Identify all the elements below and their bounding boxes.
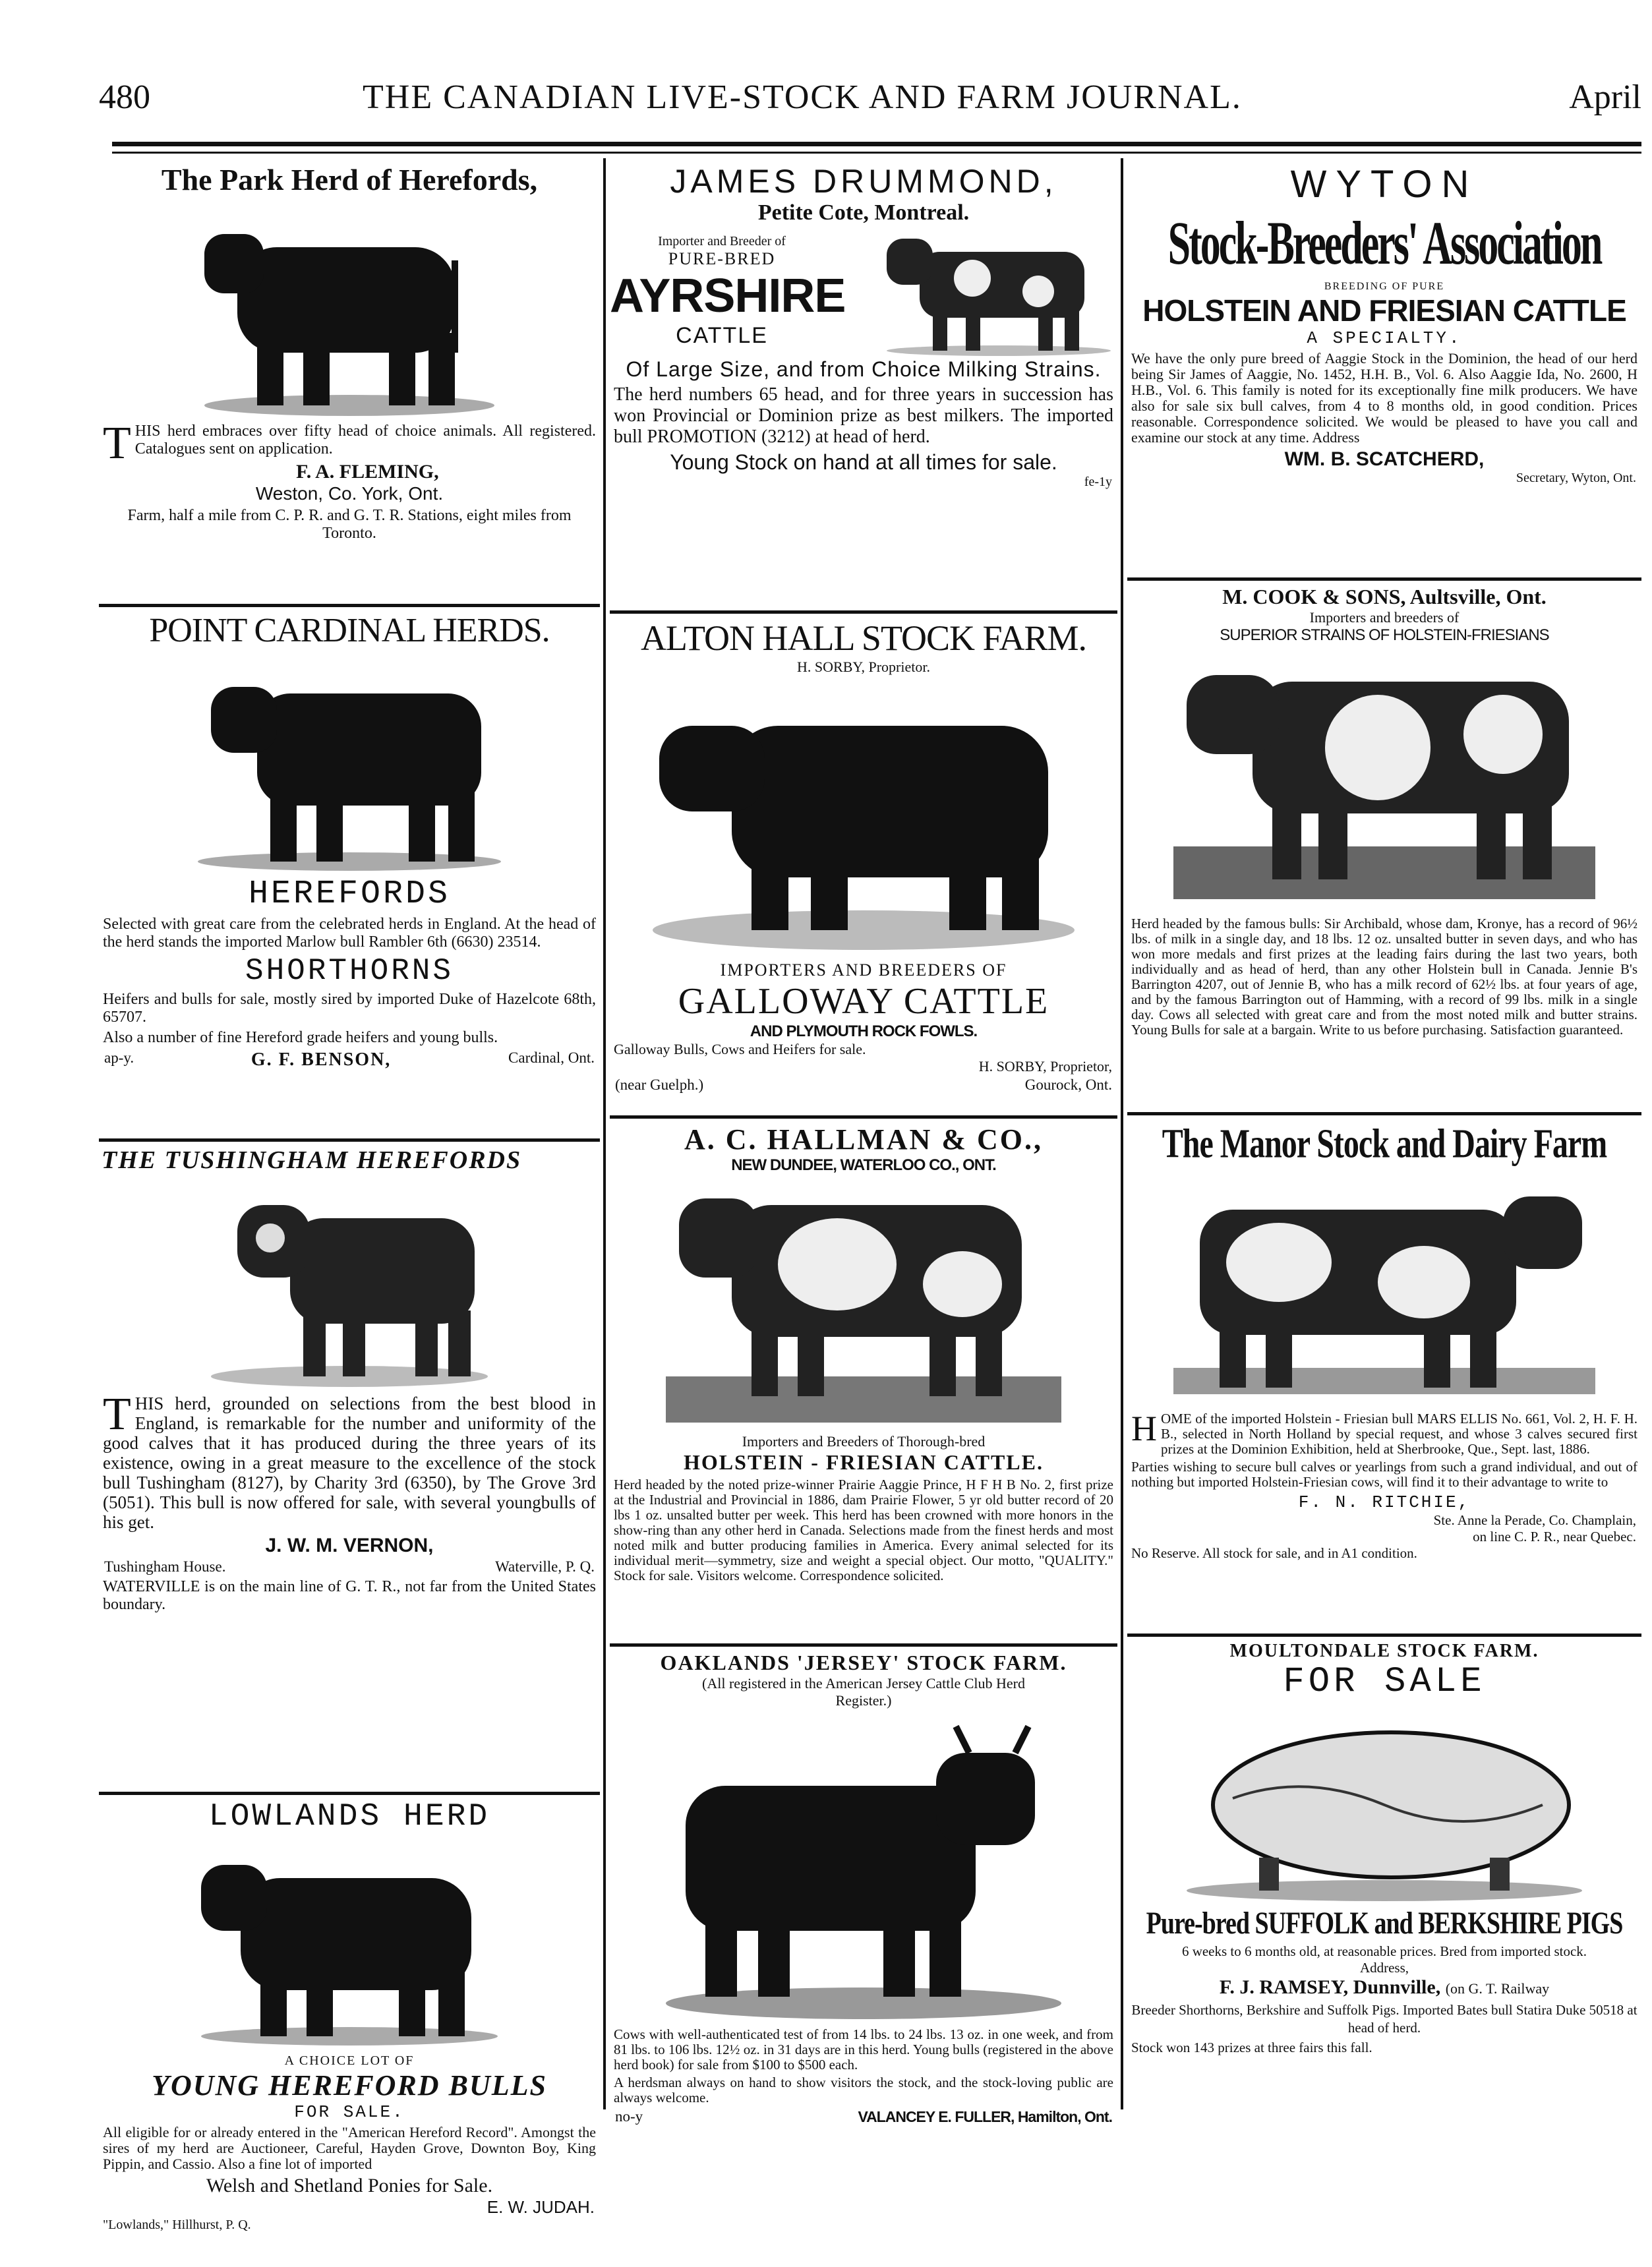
ad-wyton	[1127, 158, 1641, 581]
ad-body: Herd headed by the noted prize-winner Prairie Aaggie Prince, H F H B No. 2, first prize at the Industrial and Provincial in 1886, dam Prairie Flower, 5 yr old butter record of 20 lbs 1 oz. unsalted butter per week. This herd has been crowned with more honors in the show-ring than any other herd in Canada. Selections made from the finest herds and most noted milk and butter producing families in America. Every animal selected for its individual merit—symmetry, size and weight a special object. Our motto, "QUALITY." Stock for sale. Visitors welcome. Correspondence solicited.	[614, 1477, 1113, 1583]
advertiser-line	[104, 1558, 595, 1575]
hereford-bull-illustration	[198, 1179, 501, 1390]
advertiser-place: Petite Cote, Montreal.	[757, 200, 970, 225]
issue-month: April	[1569, 78, 1641, 116]
advertiser-place: Ste. Anne la Perade, Co. Champlain,	[1433, 1512, 1636, 1528]
ad-body: Parties wishing to secure bull calves or yearlings from such a grand individual, and out of nothing but imported Holstein-Friesian cows, will find it to their advantage to write to	[1131, 1459, 1637, 1490]
breed-name: GALLOWAY CATTLE	[678, 981, 1049, 1022]
column-divider-2	[1121, 158, 1123, 2109]
ad-body: Stock won 143 prizes at three fairs this fall.	[1131, 2040, 1372, 2055]
holstein-cow-illustration	[1160, 649, 1608, 912]
ad-sub: (All registered in the American Jersey Cattle Club Herd Register.)	[702, 1675, 1025, 1709]
ad-title: The Manor Stock and Dairy Farm	[1162, 1121, 1607, 1167]
advertiser-name: F. N. RITCHIE,	[1298, 1492, 1471, 1512]
breed-name: HOLSTEIN AND FRIESIAN CATTLE	[1142, 293, 1626, 328]
advertiser-line	[615, 1076, 1112, 1094]
page-number: 480	[99, 78, 150, 116]
column-divider-1	[603, 158, 606, 2109]
ad-cattle: CATTLE	[676, 323, 768, 348]
ad-pure: PURE-BRED	[668, 249, 776, 268]
ad-specialty: A SPECIALTY.	[1307, 328, 1462, 348]
ad-body: 6 weeks to 6 months old, at reasonable prices. Bred from imported stock. Address,	[1181, 1943, 1587, 1976]
column-2	[610, 158, 1117, 2125]
ad-title: WYTON	[1290, 163, 1479, 206]
ad-pre: IMPORTERS AND BREEDERS OF	[720, 960, 1007, 980]
advertiser-address: "Lowlands," Hillhurst, P. Q.	[103, 2218, 251, 2232]
ad-body: HOME of the imported Holstein - Friesian bull MARS ELLIS No. 661, Vol. 2, H. F. H. B., selected in North Holland by special request, and whose 3 calves secured first prizes at the Dominion Exhibition, held at Sherbrooke, Que., Sept. last, 1886.	[1131, 1409, 1637, 1457]
advertiser-name: J. W. M. VERNON,	[265, 1535, 434, 1556]
advertiser-name: H. SORBY, Proprietor,	[978, 1058, 1112, 1075]
page-header	[99, 78, 1641, 131]
ad-m-cook	[1127, 581, 1641, 1115]
ad-pre: A CHOICE LOT OF	[284, 2053, 415, 2068]
section-heading: HEREFORDS	[248, 875, 451, 913]
advertiser-title: Secretary, Wyton, Ont.	[1516, 471, 1636, 485]
advertiser-line	[615, 2108, 1112, 2126]
ad-note: No Reserve. All stock for sale, and in A1 condition.	[1131, 1545, 1417, 1561]
advertiser-near: (near Guelph.)	[615, 1076, 704, 1093]
column-1	[99, 158, 600, 2232]
breed-name: HOLSTEIN - FRIESIAN CATTLE.	[684, 1450, 1044, 1474]
advertiser-name: F. J. RAMSEY, Dunnville,	[1219, 1976, 1441, 1998]
galloway-cattle-illustration	[633, 680, 1094, 957]
ad-title: THE TUSHINGHAM HEREFORDS	[102, 1146, 522, 1174]
ad-title: MOULTONDALE STOCK FARM.	[1229, 1641, 1539, 1661]
ad-manor-stock	[1127, 1115, 1641, 1637]
ad-code: no-y	[615, 2108, 643, 2125]
ad-line: Galloway Bulls, Cows and Heifers for sale.	[614, 1041, 866, 1057]
hereford-bull-illustration	[188, 1839, 511, 2049]
ad-title: A. C. HALLMAN & CO.,	[684, 1123, 1043, 1156]
ad-body: We have the only pure breed of Aaggie Stock in the Dominion, the head of our herd being Sir James of Aaggie, No. 1452, H.H. B., Vol. 6. Also Aaggie Ida, No. 2600, H H.B., Vol. 6. This family is noted for its exceptionally fine milk producers. We have also for sale six bull calves, from 4 to 8 months old, in good condition. Prices reasonable. Correspondence solicited. We would be pleased to have you call and examine our stock at any time. Address	[1131, 350, 1637, 446]
ad-pre: Importers and Breeders of Thorough-bred	[742, 1433, 986, 1450]
ad-alton-hall	[610, 614, 1117, 1119]
ad-title: OAKLANDS 'JERSEY' STOCK FARM.	[660, 1651, 1067, 1674]
advertiser-line: on line C. P. R., near Quebec.	[1473, 1529, 1636, 1545]
ad-tushingham	[99, 1142, 600, 1795]
ad-body: Herd headed by the famous bulls: Sir Archibald, whose dam, Kronye, has a record of 96½ lbs. of milk in a single day, and 18 lbs. 12 oz. unsalted butter in seven days, and who has won more medals and first prizes at the leading fairs during the last two years, both individually and as head of herd, than any other Holstein bull in Canada. Jennie B's Barrington 4207, out of Jennie B, who has a milk record of 62½ lbs. at four years of age, and by the famous Barrington out of Hamming, with a record of 99 lbs. milk in a single day. Cows all selected with great care and from the most noted milk and butter strains. Young Bulls for sale at a bargain. Write to us before purchasing. Satisfaction guaranteed.	[1131, 916, 1637, 1038]
ad-fowls: AND PLYMOUTH ROCK FOWLS.	[750, 1022, 978, 1040]
advertiser-name: G. F. BENSON,	[251, 1049, 392, 1070]
ad-body: THIS herd, grounded on selections from the best blood in England, is remarkable for the number and uniformity of the good calves that it has produced during the three years of its existence, owing in a great measure to the excellence of the stock bull Tushingham (8127), by Charity 3rd (6350), by The Grove 3rd (5051). This bull is now offered for sale, with several youngbulls of his get.	[103, 1389, 596, 1532]
ad-body: A herdsman always on hand to show visitors the stock, and the stock-loving public are always welcome.	[614, 2075, 1113, 2105]
ad-hallman	[610, 1119, 1117, 1647]
ad-point-cardinal	[99, 607, 600, 1142]
breed-name: Pure-bred SUFFOLK and BERKSHIRE PIGS	[1146, 1906, 1623, 1941]
advertiser-rail: (on G. T. Railway	[1445, 1980, 1550, 1997]
advertiser-name: F. A. FLEMING,	[296, 461, 439, 483]
advertiser-house: Tushingham House.	[104, 1558, 226, 1575]
header-rule-thin	[112, 152, 1641, 154]
section-body: Selected with great care from the celebrated herds in England. At the head of the herd stands the imported Marlow bull Rambler 6th (6630) 23514.	[103, 916, 596, 951]
ad-sub: FOR SALE.	[294, 2102, 405, 2122]
section-body: Also a number of fine Hereford grade heifers and young bulls.	[103, 1029, 498, 1046]
advertiser-name: WM. B. SCATCHERD,	[1284, 448, 1485, 470]
ad-james-drummond	[610, 158, 1117, 614]
ad-body: The herd numbers 65 head, and for three years in succession has won Provincial or Dominion prize as best milkers. The imported bull PROMOTION (3212) at head of herd.	[614, 384, 1113, 447]
header-rule-thick	[112, 142, 1641, 146]
advertiser-name: VALANCEY E. FULLER, Hamilton, Ont.	[858, 2108, 1112, 2125]
ad-note: Farm, half a mile from C. P. R. and G. T. R. Stations, eight miles from Toronto.	[127, 507, 572, 542]
hereford-bull-illustration	[185, 654, 514, 871]
advertiser-place: NEW DUNDEE, WATERLOO CO., ONT.	[731, 1156, 996, 1174]
journal-title: THE CANADIAN LIVE-STOCK AND FARM JOURNAL.	[363, 78, 1242, 116]
ad-for-sale: FOR SALE	[1283, 1662, 1486, 1702]
ad-park-herd	[99, 158, 600, 607]
column-3	[1127, 158, 1641, 2117]
advertiser-name: E. W. JUDAH.	[487, 2197, 595, 2217]
proprietor: H. SORBY, Proprietor.	[797, 659, 930, 675]
advertiser-line	[1127, 1976, 1641, 1999]
ad-note: WATERVILLE is on the main line of G. T. R., not far from the United States boundary.	[103, 1578, 596, 1613]
breed-name: AYRSHIRE	[610, 270, 846, 322]
ad-title: POINT CARDINAL HERDS.	[149, 612, 550, 649]
advertiser-place: Gourock, Ont.	[1024, 1076, 1112, 1093]
ad-moultondale	[1127, 1637, 1641, 2076]
ad-title: JAMES DRUMMOND,	[670, 163, 1057, 200]
holstein-cow-illustration	[653, 1179, 1075, 1429]
ad-pre: Importers and breeders of	[1309, 609, 1460, 626]
ayrshire-cow-illustration	[880, 225, 1117, 357]
advertiser-line	[104, 1049, 595, 1071]
holstein-cow-illustration	[1160, 1170, 1608, 1407]
ad-body: Breeder Shorthorns, Berkshire and Suffolk Pigs. Imported Bates bull Statira Duke 50518 at head of herd.	[1131, 2002, 1637, 2036]
association-name: Stock-Breeders' Association	[1167, 210, 1601, 278]
pig-illustration	[1173, 1706, 1595, 1904]
ad-body: All eligible for or already entered in the "American Hereford Record". Amongst the sires of my herd are Auctioneer, Careful, Hayden Grove, Downton Boy, King Pippin, and Cassio. Also a fine lot of imported	[103, 2124, 596, 2172]
ad-oaklands	[610, 1647, 1117, 2145]
ad-title: M. COOK & SONS, Aultsville, Ont.	[1222, 585, 1547, 608]
hereford-bull-illustration	[191, 201, 508, 419]
ad-body: THIS herd embraces over fifty head of choice animals. All registered. Catalogues sent on application.	[103, 418, 596, 469]
ad-pre: BREEDING OF PURE	[1324, 281, 1445, 292]
ad-code: ap-y.	[104, 1049, 134, 1066]
ad-title: ALTON HALL STOCK FARM.	[640, 618, 1087, 658]
ad-body: Cows with well-authenticated test of from 14 lbs. to 24 lbs. 13 oz. in one week, and from 81 lbs. to 106 lbs. 12½ oz. in 31 days are in this herd. Young bulls (registered in the above herd book) for sale from $100 to $500 each.	[614, 2026, 1113, 2073]
breed-name: SUPERIOR STRAINS OF HOLSTEIN-FRIESIANS	[1220, 626, 1549, 644]
advertiser-address: Weston, Co. York, Ont.	[255, 483, 444, 504]
ad-lowlands	[99, 1795, 600, 2267]
ad-ponies: Welsh and Shetland Ponies for Sale.	[206, 2175, 493, 2196]
ad-pre: Importer and Breeder of	[658, 234, 786, 249]
section-body: Heifers and bulls for sale, mostly sired by imported Duke of Hazelcote 68th, 65707.	[103, 991, 596, 1026]
jersey-bull-illustration	[659, 1713, 1068, 2023]
advertiser-place: Cardinal, Ont.	[508, 1049, 595, 1066]
ad-code: fe-1y	[1084, 475, 1112, 489]
ad-young-stock: Young Stock on hand at all times for sale.	[670, 450, 1057, 474]
advertiser-place: Waterville, P. Q.	[495, 1558, 595, 1575]
ad-headline: YOUNG HEREFORD BULLS	[152, 2069, 547, 2102]
ad-title: The Park Herd of Herefords,	[161, 163, 538, 196]
section-heading: SHORTHORNS	[245, 954, 454, 988]
ad-tagline: Of Large Size, and from Choice Milking Strains.	[626, 357, 1102, 381]
ad-title: LOWLANDS HERD	[208, 1799, 490, 1835]
